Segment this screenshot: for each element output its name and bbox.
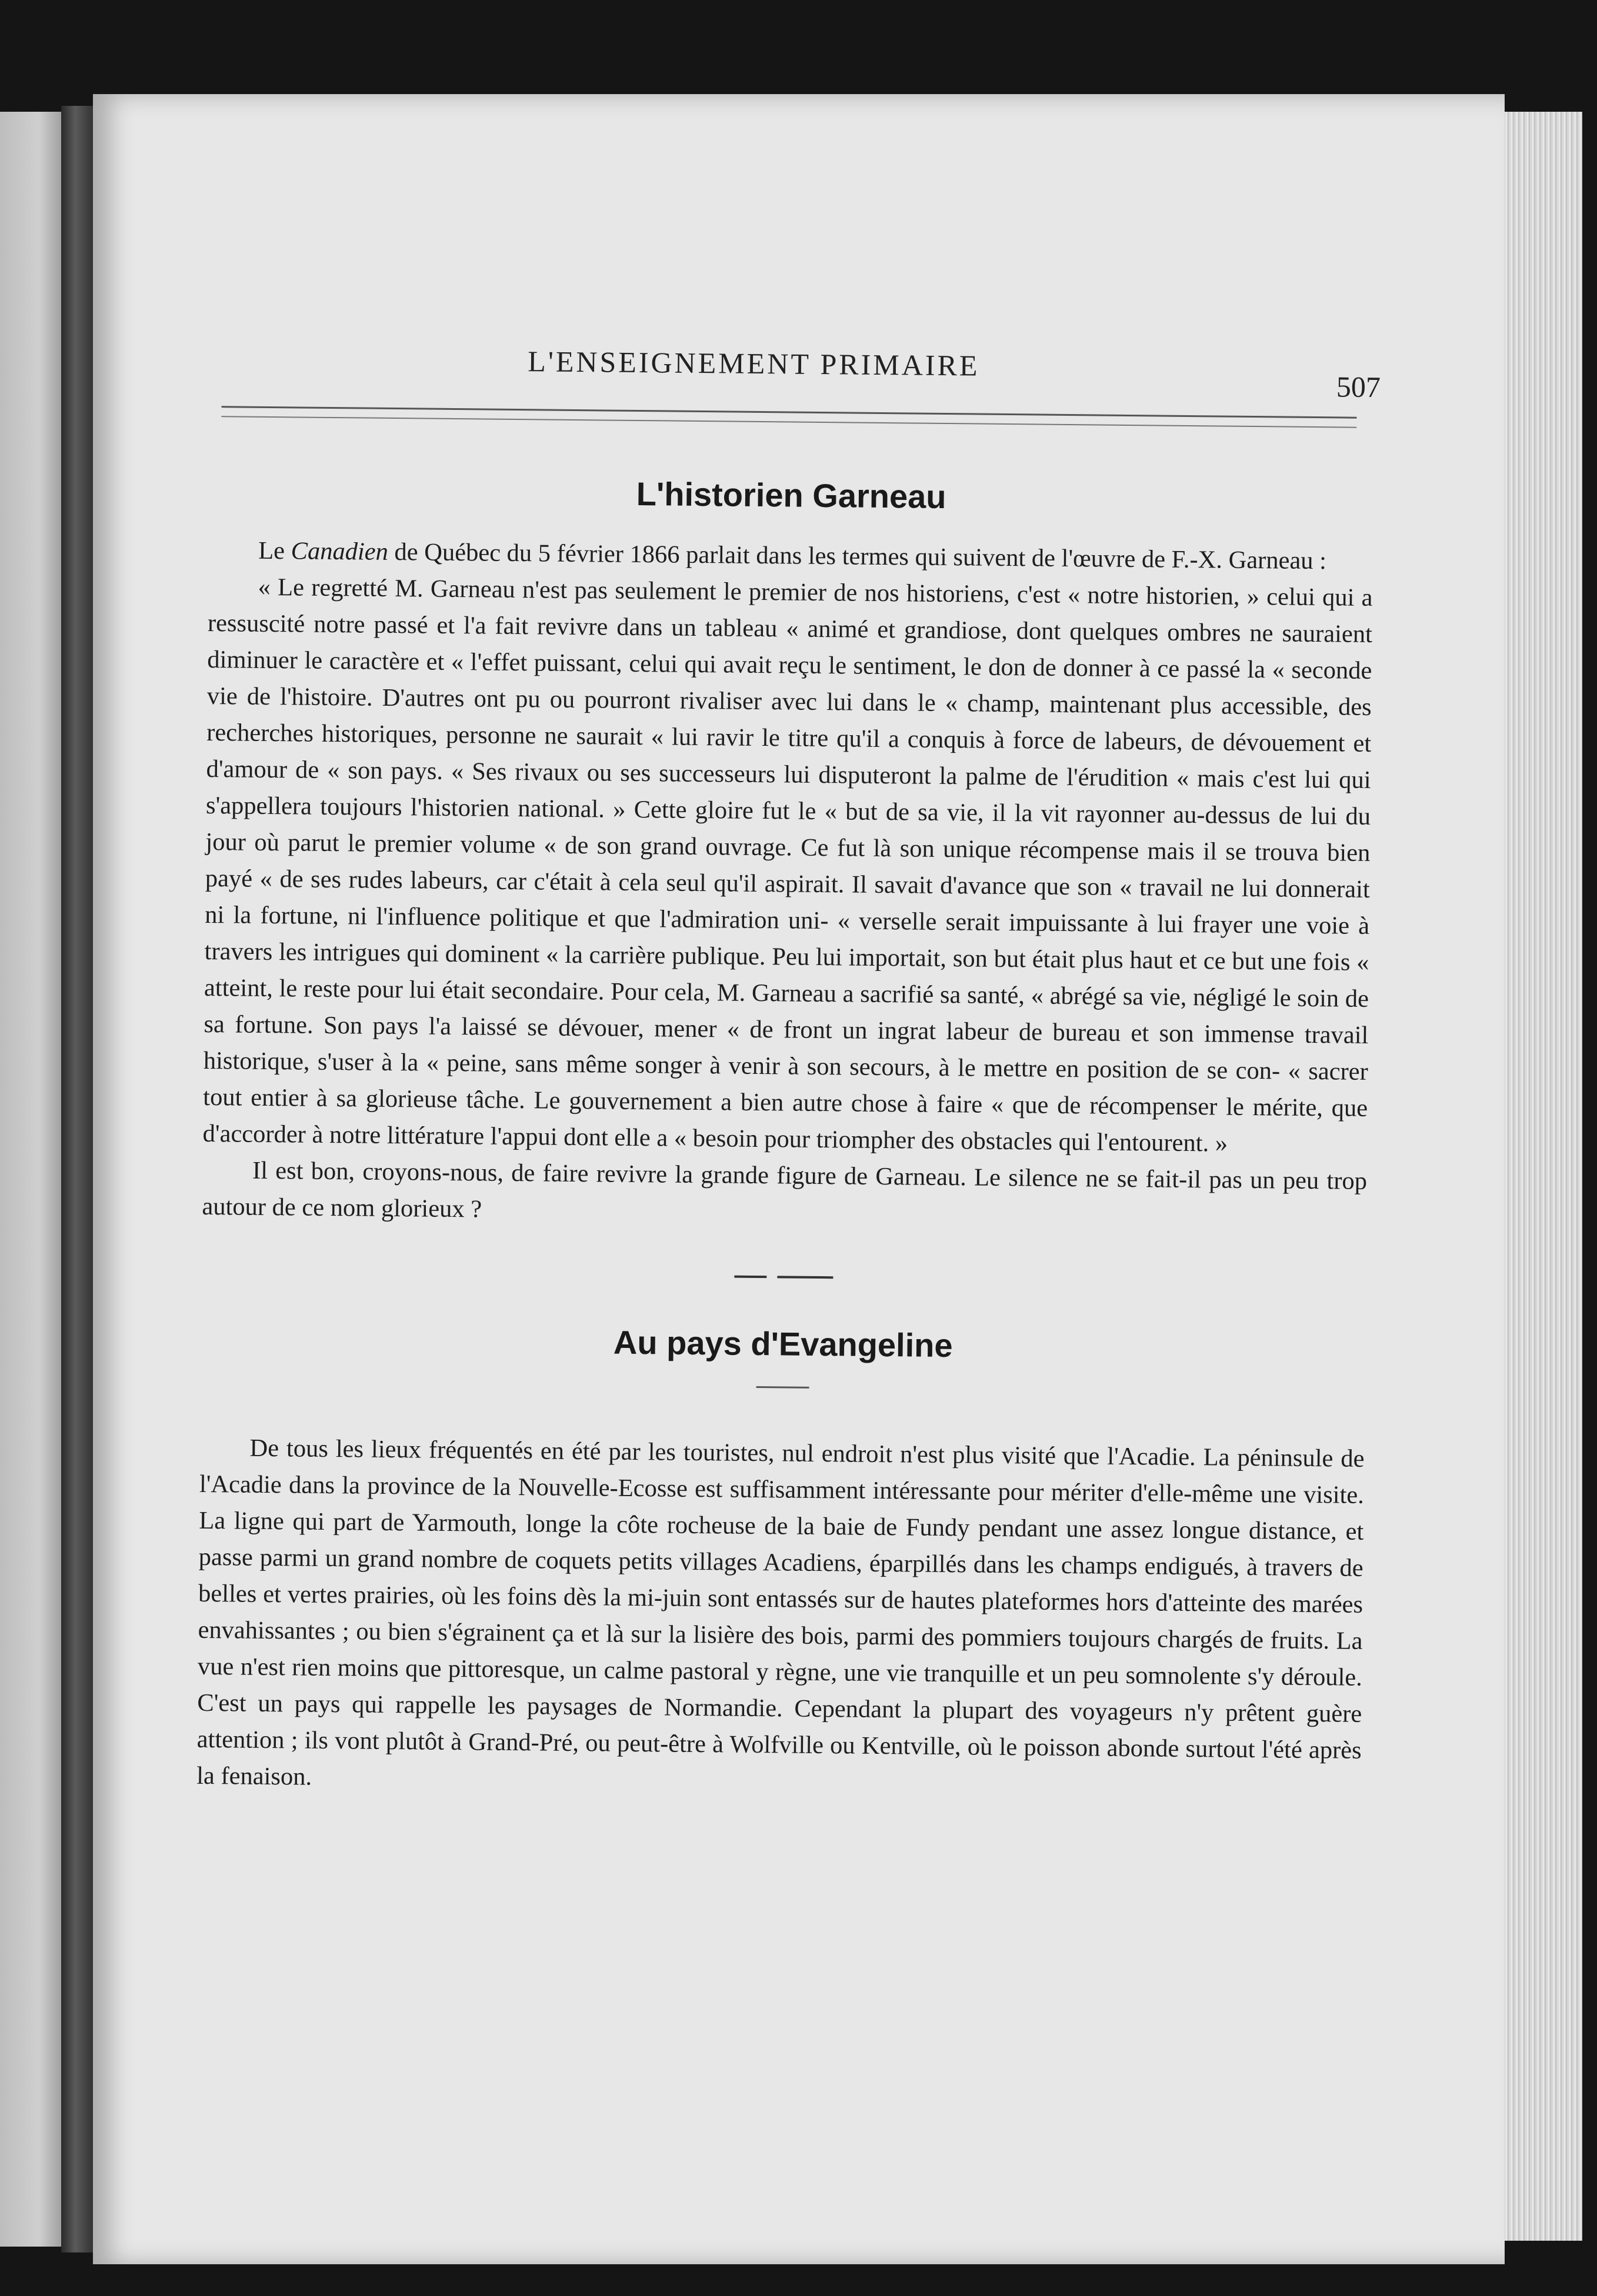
- book-binding-shadow: [61, 106, 96, 2252]
- newspaper-name: Canadien: [291, 537, 389, 566]
- section-divider-ornament: [201, 1266, 1366, 1295]
- page-content: [196, 318, 1381, 1806]
- facing-page-edge: [0, 112, 65, 2247]
- article-garneau: [202, 470, 1373, 1236]
- quoted-passage: « Le regretté M. Garneau n'est pas seulement le premier de nos historiens, c'est « notre historien, » celui qui a ressuscité notre passé et l'a fait revivre dans un tableau « animé et grandiose, dont quelques ombres ne sauraient diminuer le caractère et « l'effet puissant, celui qui avait reçu le sentiment, le don de donner à ce passé la « seconde vie de l'histoire. D'autres ont pu ou pourront rivaliser avec lui dans le « champ, maintenant plus accessible, des recherches historiques, personne ne saurait « lui ravir le titre qu'il a conquis à force de labeurs, de dévouement et d'amour de « son pays. « Ses rivaux ou ses successeurs lui disputeront la palme de l'érudition « mais c'est lui qui s'appellera toujours l'historien national. » Cette gloire fut le « but de sa vie, il la vit rayonner au-dessus de lui du jour où parut le premier volume « de son grand ouvrage. Ce fut là son unique récompense mais il se trouva bien payé « de ses rudes labeurs, car c'était à cela seul qu'il aspirait. Il savait d'avance que son « travail ne lui donnerait ni la fortune, ni l'influence politique et que l'admiration uni- « verselle serait impuissante à lui frayer une voie à travers les intrigues qui dominent « la carrière publique. Peu lui importait, son but était plus haut et ce but une fois « atteint, le reste pour lui était secondaire. Pour cela, M. Garneau a sacrifié sa santé, « abrégé sa vie, négligé le soin de sa fortune. Son pays l'a laissé se dévouer, mener « de front un ingrat labeur de bureau et son immense travail historique, s'user à la « peine, sans même songer à venir à son secours, à le mettre en position de se con- « sacrer tout entier à sa glorieuse tâche. Le gouvernement a bien autre chose à faire « que de récompenser le mérite, que d'accorder à notre littérature l'appui dont elle a « besoin pour triompher des obstacles qui l'entourent. »: [202, 573, 1373, 1157]
- book-page: [93, 94, 1505, 2264]
- evangeline-paragraph: De tous les lieux fréquentés en été par les touristes, nul endroit n'est plus visité que l'Acadie. La péninsule de l'Acadie dans la province de la Nouvelle-Ecosse est suffisamment intéressante pour mériter d'elle-même une visite. La ligne qui part de Yarmouth, longe la côte rocheuse de la baie de Fundy pendant une assez longue distance, et passe parmi un grand nombre de coquets petits villages Acadiens, éparpillés dans les champs endigués, à travers de belles et vertes prairies, où les foins dès la mi-juin sont entassés sur de hautes plateformes hors d'atteinte des marées envahissantes ; ou bien s'égrainent ça et là sur la lisière des bois, parmi des pommiers toujours chargés de fruits. La vue n'est rien moins que pittoresque, un calme pastoral y règne, une vie tranquille et un peu somnolente s'y déroule. C'est un pays qui rappelle les paysages de Normandie. Cependant la plupart des voyageurs n'y prêtent guère attention ; ils vont plutôt à Grand-Pré, ou peut-être à Wolfville ou Kentville, où le poisson abonde surtout l'été après la fenaison.: [196, 1434, 1365, 1791]
- running-head: [210, 318, 1381, 417]
- header-double-rule: [221, 406, 1356, 428]
- intro-text-start: Le: [258, 536, 291, 565]
- running-head-title: L'ENSEIGNEMENT PRIMAIRE: [528, 345, 980, 382]
- title-underline-rule: [756, 1386, 809, 1389]
- article-evangeline: [196, 1319, 1366, 1806]
- page-number: 507: [1336, 370, 1381, 404]
- intro-text-end: de Québec du 5 février 1866 parlait dans les termes qui suivent de l'œuvre de F.-X. Garneau :: [388, 538, 1327, 575]
- article-title-garneau: L'historien Garneau: [636, 475, 946, 516]
- article-title-evangeline: Au pays d'Evangeline: [613, 1323, 953, 1364]
- closing-paragraph: Il est bon, croyons-nous, de faire revivre la grande figure de Garneau. Le silence ne se fait-il pas un peu trop autour de ce nom glorieux ?: [202, 1156, 1368, 1223]
- page-stack-edge: [1494, 112, 1582, 2241]
